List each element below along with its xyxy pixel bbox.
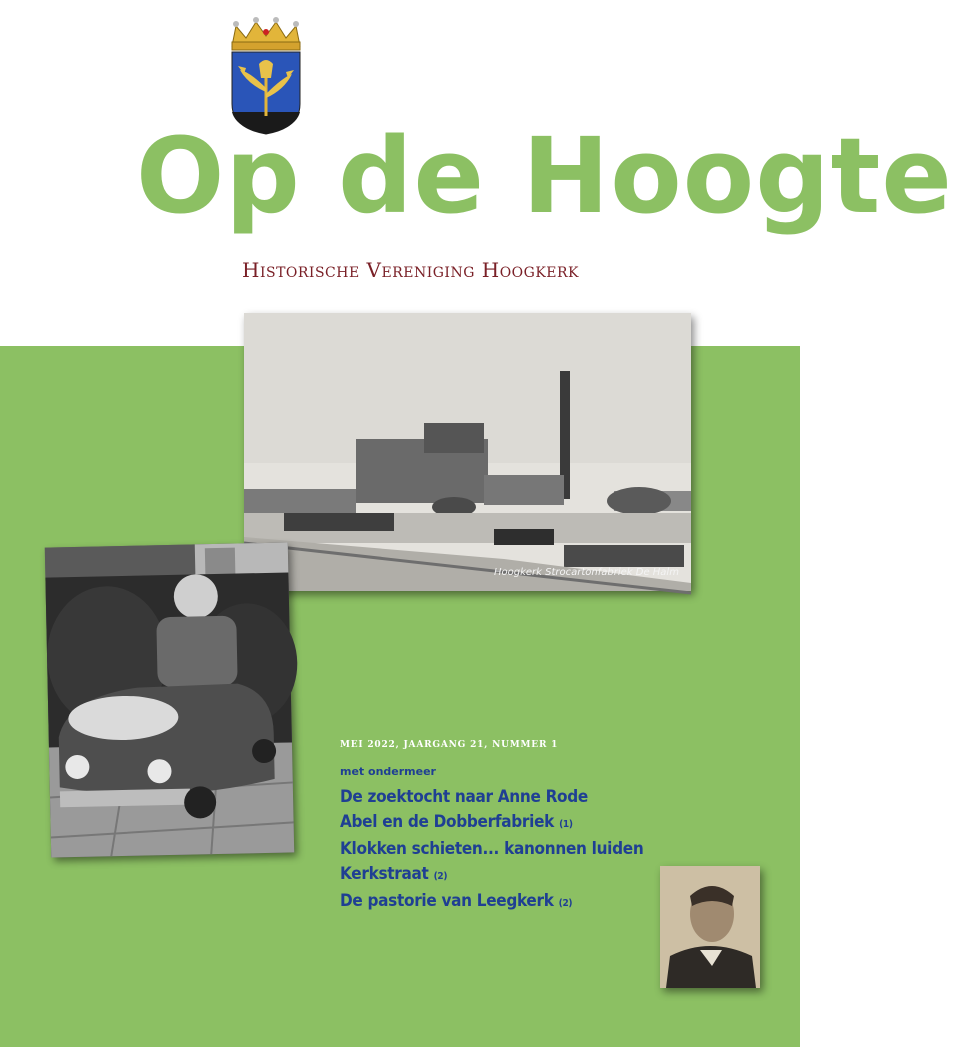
contents-intro: met ondermeer [340, 765, 436, 778]
article-item: Kerkstraat (2) [340, 864, 448, 884]
article-part: (2) [433, 871, 448, 882]
article-part: (1) [559, 819, 573, 830]
article-item: De zoektocht naar Anne Rode [340, 787, 588, 807]
article-list [340, 785, 643, 916]
kid-pedal-car-photo [45, 542, 294, 857]
issue-info: MEI 2022, JAARGANG 21, NUMMER 1 [340, 740, 559, 750]
magazine-title: Op de Hoogte [136, 115, 953, 237]
article-item: Klokken schieten... kanonnen luiden [340, 839, 644, 859]
article-item: De pastorie van Leegkerk (2) [340, 891, 573, 911]
magazine-subtitle: Historische Vereniging Hoogkerk [242, 258, 580, 282]
article-item: Abel en de Dobberfabriek (1) [340, 812, 573, 832]
factory-photo-caption: Hoogkerk Strocartonfabriek De Halm [494, 567, 679, 578]
man-portrait-photo [660, 866, 760, 988]
article-part: (2) [558, 898, 573, 909]
factory-photo [244, 313, 691, 591]
